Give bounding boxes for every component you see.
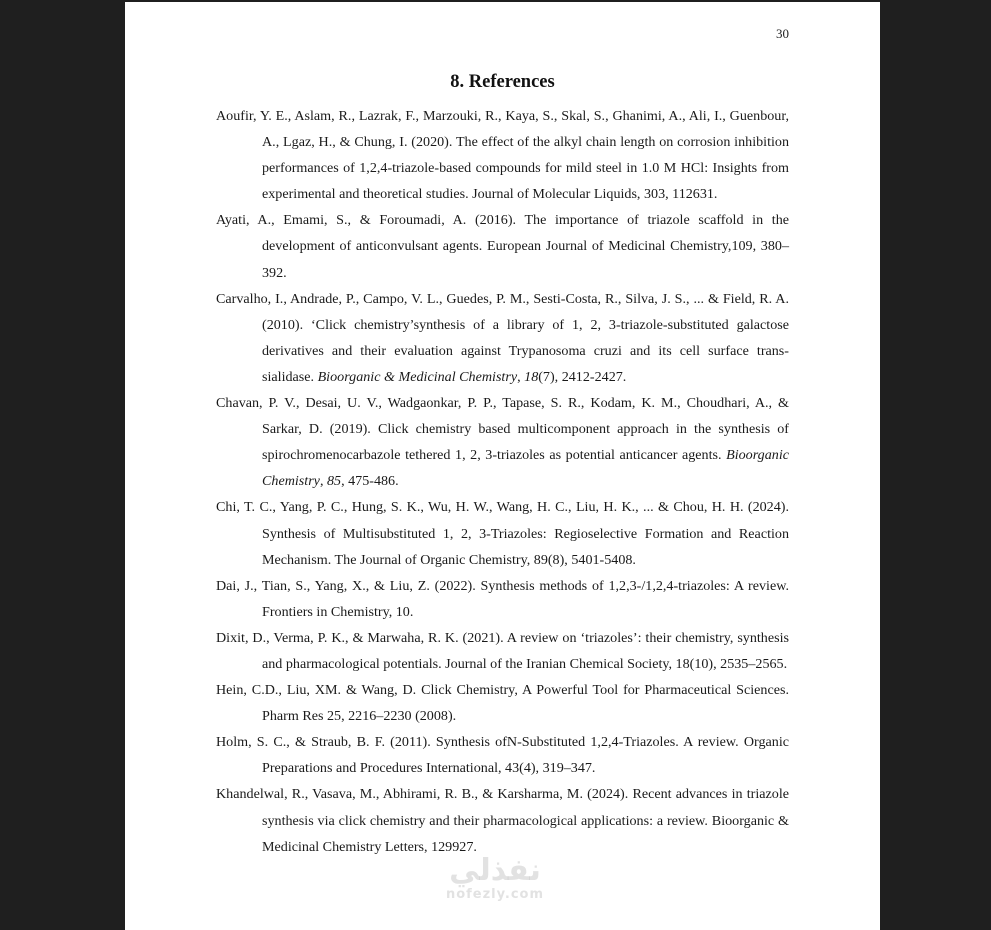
watermark-url: nofezly.com — [445, 887, 545, 902]
watermark-logo — [405, 854, 585, 902]
reference-entry — [216, 390, 789, 494]
reference-text: , — [517, 368, 525, 385]
reference-text: , — [319, 473, 327, 490]
reference-text: Holm, S. C., & Straub, B. F. (2011). Synthesis ofN-Substituted 1,2,4-Triazoles. A review. Organic Preparations and Procedures International, 43(4), 319–347. — [216, 734, 789, 777]
reference-text: Dixit, D., Verma, P. K., & Marwaha, R. K. (2021). A review on ‘triazoles’: their chemistry, synthesis and pharmacological potentials. Journal of the Iranian Chemical Society, 18(10), 2535–2565. — [216, 629, 789, 672]
reference-entry — [216, 729, 789, 781]
reference-italic-text: Bioorganic & Medicinal Chemistry — [317, 368, 518, 385]
reference-italic-text: 18 — [524, 368, 539, 385]
reference-text: Chi, T. C., Yang, P. C., Hung, S. K., Wu, H. W., Wang, H. C., Liu, H. K., ... & Chou, H. H. (2024). Synthesis of Multisubstituted 1, 2, 3-Triazoles: Regioselective Formation and Reaction Mechanism. The Journal of Organic Chemistry, 89(8), 5401-5408. — [216, 499, 789, 568]
reference-entry — [216, 494, 789, 572]
reference-italic-text: Bioorganic Chemistry — [262, 447, 789, 490]
reference-entry — [216, 573, 789, 625]
reference-entry — [216, 625, 789, 677]
section-heading: 8. References — [450, 72, 555, 92]
reference-text: Aoufir, Y. E., Aslam, R., Lazrak, F., Marzouki, R., Kaya, S., Skal, S., Ghanimi, A., Ali, I., Guenbour, A., Lgaz, H., & Chung, I. (2020). The effect of the alkyl chain length on corrosion inhibition performances of 1,2,4-triazole-based compounds for mild steel in 1.0 M HCl: Insights from experimental and theoretical studies. Journal of Molecular Liquids, 303, 112631. — [216, 108, 789, 203]
document-page — [125, 2, 880, 930]
reference-entry — [216, 286, 789, 390]
reference-entry — [216, 207, 789, 285]
reference-text: Ayati, A., Emami, S., & Foroumadi, A. (2016). The importance of triazole scaffold in the development of anticonvulsant agents. European Journal of Medicinal Chemistry,109, 380–392. — [216, 212, 789, 281]
reference-entry — [216, 781, 789, 859]
reference-text: , 475-486. — [341, 473, 399, 490]
reference-text: Dai, J., Tian, S., Yang, X., & Liu, Z. (2022). Synthesis methods of 1,2,3-/1,2,4-triazoles: A review. Frontiers in Chemistry, 10. — [216, 577, 789, 620]
reference-text: Hein, C.D., Liu, XM. & Wang, D. Click Chemistry, A Powerful Tool for Pharmaceutical Sciences. Pharm Res 25, 2216–2230 (2008). — [216, 682, 789, 725]
reference-text: Chavan, P. V., Desai, U. V., Wadgaonkar, P. P., Tapase, S. R., Kodam, K. M., Choudhari, A., & Sarkar, D. (2019). Click chemistry based multicomponent approach in the synthesis of spirochromenocarbazole tethered 1, 2, 3-triazoles as potential anticancer agents. — [216, 395, 789, 464]
reference-text: Carvalho, I., Andrade, P., Campo, V. L., Guedes, P. M., Sesti-Costa, R., Silva, J. S., ... & Field, R. A. (2010). ‘Click chemistry’synthesis of a library of 1, 2, 3-triazole-substituted galactose derivatives and their evaluation against Trypanosoma cruzi and its cell surface trans-sialidase. — [216, 290, 789, 385]
reference-italic-text: 85 — [326, 473, 342, 490]
reference-list — [216, 103, 789, 860]
reference-text: (7), 2412-2427. — [538, 368, 627, 385]
page-number: 30 — [776, 26, 789, 41]
reference-entry — [216, 677, 789, 729]
reference-text: Khandelwal, R., Vasava, M., Abhirami, R. B., & Karsharma, M. (2024). Recent advances in triazole synthesis via click chemistry and their pharmacological applications: a review. Bioorganic & Medicinal Chemistry Letters, 129927. — [216, 786, 789, 855]
watermark-logo-text: نفذلي — [449, 853, 541, 888]
reference-entry — [216, 103, 789, 207]
